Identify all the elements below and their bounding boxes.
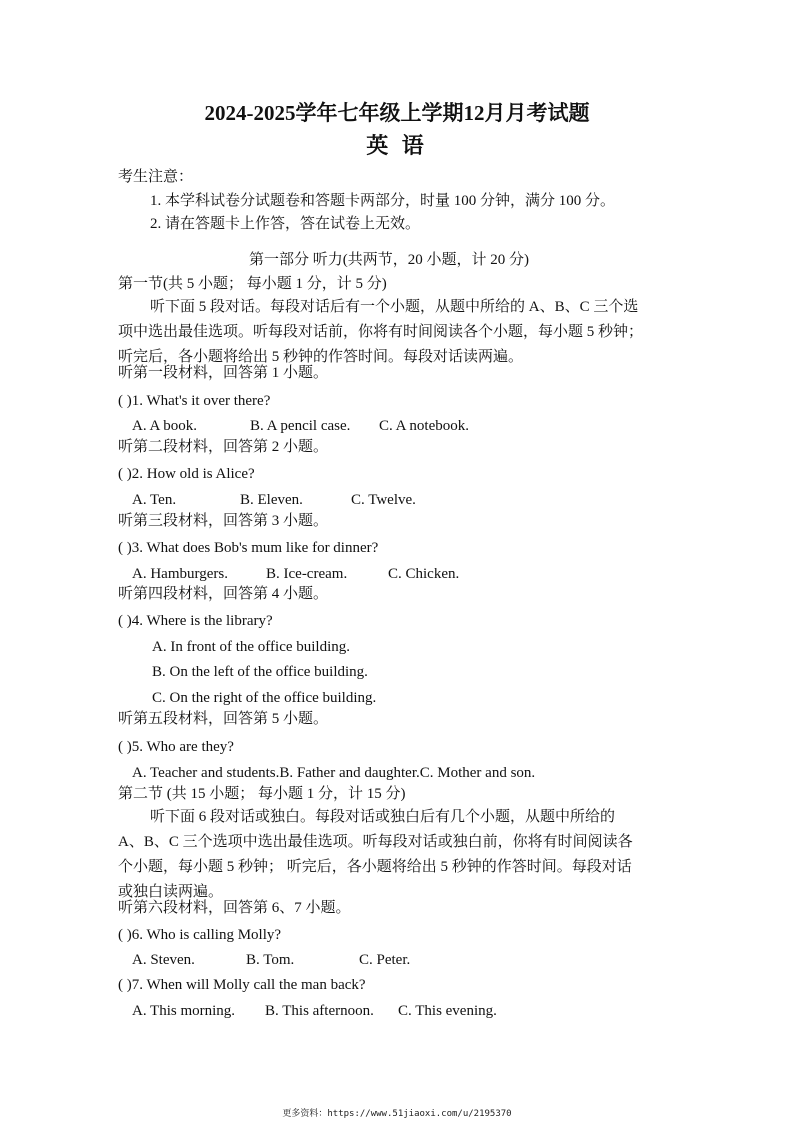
section1-instruction-line: 听完后，各小题将给出 5 秒钟的作答时间。每段对话读两遍。: [118, 349, 524, 365]
material-1: 听第一段材料，回答第 1 小题。: [118, 365, 329, 381]
option-b: B. On the left of the office building.: [152, 664, 368, 680]
exam-title: 2024-2025学年七年级上学期12月月考试题: [204, 101, 590, 125]
option-a: A. This morning.: [132, 1003, 236, 1019]
option-c: C. Twelve.: [351, 492, 416, 508]
option-b: B. This afternoon.: [265, 1003, 374, 1019]
option-c: C. This evening.: [398, 1003, 497, 1019]
option-b: B. Ice-cream.: [266, 566, 348, 582]
option-a: A. Ten.: [132, 492, 177, 508]
material-3: 听第三段材料，回答第 3 小题。: [118, 513, 329, 529]
question-3-stem: ( )3. What does Bob's mum like for dinner?: [118, 540, 379, 556]
section2-instruction-line: 个小题，每小题 5 秒钟； 听完后，各小题将给出 5 秒钟的作答时间。每段对话: [118, 859, 632, 875]
section2-instruction-line: A、B、C 三个选项中选出最佳选项。听每段对话或独白前，你将有时间阅读各: [118, 834, 633, 850]
section1-heading: 第一节(共 5 小题； 每小题 1 分，计 5 分): [118, 276, 387, 292]
option-b: B. A pencil case.: [250, 418, 351, 434]
notice-item-2: 2. 请在答题卡上作答，答在试卷上无效。: [150, 216, 421, 232]
section1-instruction-line: 听下面 5 段对话。每段对话后有一个小题，从题中所给的 A、B、C 三个选: [150, 299, 639, 315]
option-c: C. On the right of the office building.: [152, 690, 377, 706]
material-4: 听第四段材料，回答第 4 小题。: [118, 586, 329, 602]
option-c: C. A notebook.: [379, 418, 470, 434]
section1-instructions: [118, 295, 678, 370]
section2-instruction-line: 或独白读两遍。: [118, 884, 224, 900]
option-a: A. Hamburgers.: [132, 566, 228, 582]
material-2: 听第二段材料，回答第 2 小题。: [118, 439, 329, 455]
material-6: 听第六段材料，回答第 6、7 小题。: [118, 900, 351, 916]
question-4-stem: ( )4. Where is the library?: [118, 613, 273, 629]
option-a: A. Steven.: [132, 952, 195, 968]
option-c: C. Peter.: [359, 952, 411, 968]
section2-instructions: [118, 805, 678, 905]
notice-heading: 考生注意：: [118, 169, 194, 185]
option-c: C. Chicken.: [388, 566, 460, 582]
option-a: A. A book.: [132, 418, 198, 434]
question-5-stem: ( )5. Who are they?: [118, 739, 234, 755]
section1-instruction-line: 项中选出最佳选项。听每段对话前，你将有时间阅读各个小题，每小题 5 秒钟；: [118, 324, 644, 340]
footer-link[interactable]: 更多资料：https://www.51jiaoxi.com/u/2195370: [282, 1109, 512, 1119]
option-a: A. In front of the office building.: [152, 639, 351, 655]
question-5-options: A. Teacher and students.B. Father and daughter.C. Mother and son.: [132, 765, 536, 781]
question-7-stem: ( )7. When will Molly call the man back?: [118, 977, 366, 993]
notice-item-1: 1. 本学科试卷分试题卷和答题卡两部分，时量 100 分钟，满分 100 分。: [150, 193, 616, 209]
part1-heading: 第一部分 听力(共两节，20 小题，计 20 分): [249, 252, 529, 268]
section2-instruction-line: 听下面 6 段对话或独白。每段对话或独白后有几个小题，从题中所给的: [150, 809, 616, 825]
subject-title: 英 语: [366, 133, 428, 158]
question-6-stem: ( )6. Who is calling Molly?: [118, 927, 282, 943]
option-b: B. Eleven.: [240, 492, 303, 508]
material-5: 听第五段材料，回答第 5 小题。: [118, 711, 329, 727]
option-b: B. Tom.: [246, 952, 295, 968]
question-2-stem: ( )2. How old is Alice?: [118, 466, 255, 482]
section2-heading: 第二节 (共 15 小题； 每小题 1 分，计 15 分): [118, 786, 406, 802]
question-1-stem: ( )1. What's it over there?: [118, 393, 271, 409]
